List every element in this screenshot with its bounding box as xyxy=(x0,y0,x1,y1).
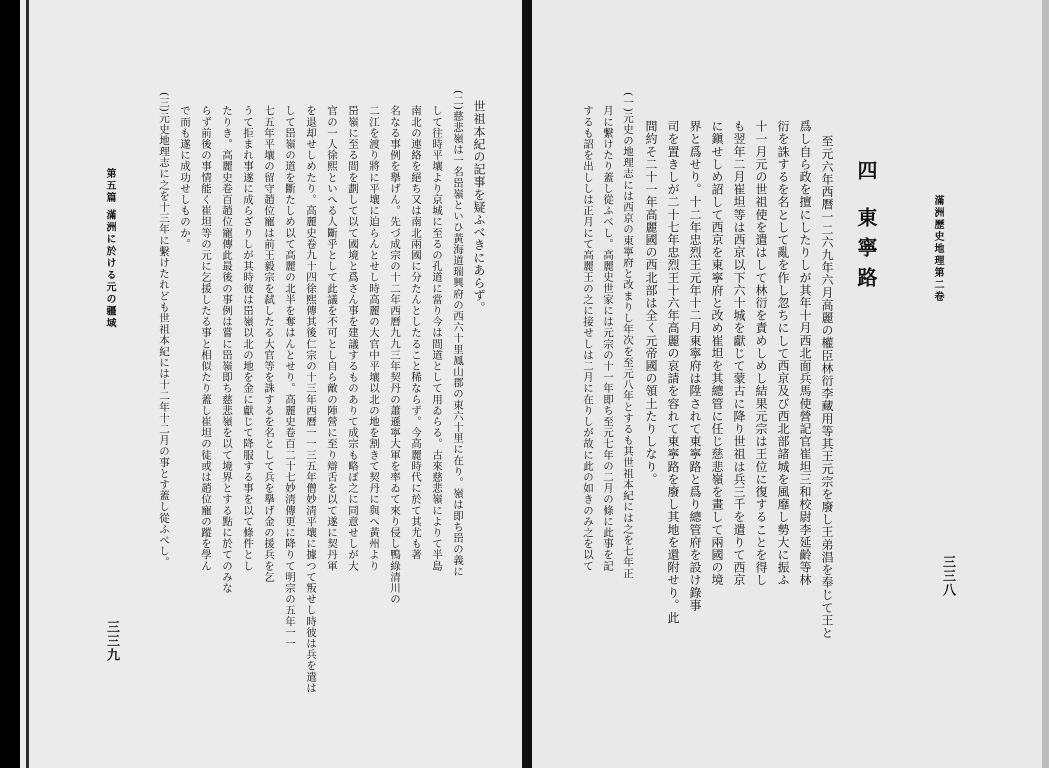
body-line: 衍を誅するを名として亂を作し忽ちにして西京及び西北部諸城を風靡し勢大に振ふ xyxy=(776,120,790,587)
body-line: も翌年二月崔坦等は西京以下六十城を獻じて蒙古に降り世祖は兵三千を遣りて西京 xyxy=(732,120,746,587)
note-line: 月に繫けたり蓋し從ふべし。高麗史世家には元宗の十一年即ち至元七年の二月の條に此事を記 xyxy=(602,105,614,572)
note-line: らず前後の事情能く崔坦等の元に乞援したる事と相似たり蓋し崔坦の徒或は趙位寵の蹤を學ん xyxy=(200,105,212,572)
note-line: 官の一人徐熙といへる人斷乎として此議を不可とし自ら敵の陣營に至り辯舌を以て遂に契丹軍 xyxy=(326,105,338,572)
note-line: 七五年平壤の留守趙位寵は前王毅宗を弑したる大官等を誅するを名として兵を擧げ金の援兵を乞 xyxy=(263,105,275,583)
book-gutter xyxy=(522,0,532,768)
right-page xyxy=(530,0,1049,768)
note-line: 名なる事例を擧げん。先づ成宗の十二年西曆九九三年契丹の蕭遜寧大軍を率ゐて來り侵し鴨綠清川の xyxy=(389,105,401,605)
note-line: して往時平壤より京城に至るの孔道に當り今は間道として用ゐらる。古來慈悲嶺によりて半島 xyxy=(431,105,443,572)
binding-edge xyxy=(26,0,29,768)
note-line: (三)元史地理志に之を十三年に繫けたれども世祖本紀には十二年十二月の事とす蓋し從ふべし。 xyxy=(158,92,170,568)
note-line: 岊嶺に至る間を劃して以て國境と爲さん事を建議するものありて成宗も略ぼ之に同意せしが大 xyxy=(347,105,359,572)
note-line: するも詔を出ししは正月にて高麗王の之に接せしは二月に在りしが故に此の如きのみ之を以て xyxy=(582,105,594,572)
note-line: 二江を渡り將に平壤に迫らんとせし時高麗の大官中平壤以北の地を割きて契丹に與へ黃州より xyxy=(368,105,380,572)
note-line: (二)慈悲嶺は一名岊嶺といひ黃海道瑞興府の西六十里鳳山郡の東六十里に在り。嶺は即ち岊の義に xyxy=(452,90,464,577)
note-line: (一)元史の地理志には西京の東寧府と改まりし年次を至元八年とするも其世祖本紀には之を七年正 xyxy=(622,92,634,579)
body-line: 司を置きしが二十七年忠烈王十六年高麗の哀請を容れて東寧路を廢し其地を還附せり。此 xyxy=(666,120,680,624)
body-line: 至元六年西曆一二六九年六月高麗の權臣林衍李藏用等其王元宗を廢し王弟淐を奉じて王と xyxy=(820,135,834,639)
note-line: たりき。高麗史卷百趙位寵傳此最後の事例は嘗に岊嶺即ち慈悲嶺を以て境界とする點に於てのみな xyxy=(221,105,233,594)
note-line: して岊嶺の道を斷たしめ以て高麗の北半を奪はんとせり。高麗史卷百二十七妙淸傳更に降りて明宗の五年一一 xyxy=(284,105,296,649)
body-line: 爲し自ら政を擅にしたりしが其年十月西北面兵馬使營記官崔坦三和校尉李延齡等林 xyxy=(798,120,812,587)
note-line: うて拒まれ事遂に成らざりしが其時彼は岊嶺以北の地を金に獻じて降服する事を以て條件とし xyxy=(242,105,254,572)
note-line: 南北の連絡を絕ち又は南北兩國に分たんとしたること稀ならず。今高麗時代に於て其尤も著 xyxy=(410,105,422,561)
page-edge xyxy=(1042,0,1049,768)
left-page xyxy=(20,0,530,768)
page-number: 三三九 xyxy=(104,620,119,662)
body-line: 世祖本紀の記事を疑ふべきにあらず。 xyxy=(472,100,486,315)
body-line: に鎭せしめ詔して西京を東寧府と改め崔坦を其總管に任じ慈悲嶺を畫して兩國の境 xyxy=(710,120,724,587)
body-line: 間約そ二十一年高麗國の西北部は全く元帝國の領土たりしなり。 xyxy=(644,120,658,486)
section-heading: 四 東寧路 xyxy=(854,160,878,297)
page-number: 三三八 xyxy=(940,555,955,597)
note-line: で而も遂に成功せしものか。 xyxy=(179,105,191,250)
body-line: 十一月元の世祖使を遣はして林衍を責めしめし結果元宗は王位に復することを得し xyxy=(754,120,768,587)
body-line: 界と爲せり。十二年忠烈王元年十二月東寧府は陞されて東寧路と爲り總管府を設け錄事 xyxy=(688,120,702,612)
note-line: を退却せしめたり。高麗史卷九十四徐熙傳其後仁宗の十三年西曆一一三五年僧妙淸平壤に據つて叛せし時彼は兵を遣は xyxy=(305,105,317,694)
page-footer: 第五篇 滿洲に於ける元の疆域 xyxy=(104,168,115,330)
running-header: 滿洲歷史地理第二卷 xyxy=(932,195,943,303)
